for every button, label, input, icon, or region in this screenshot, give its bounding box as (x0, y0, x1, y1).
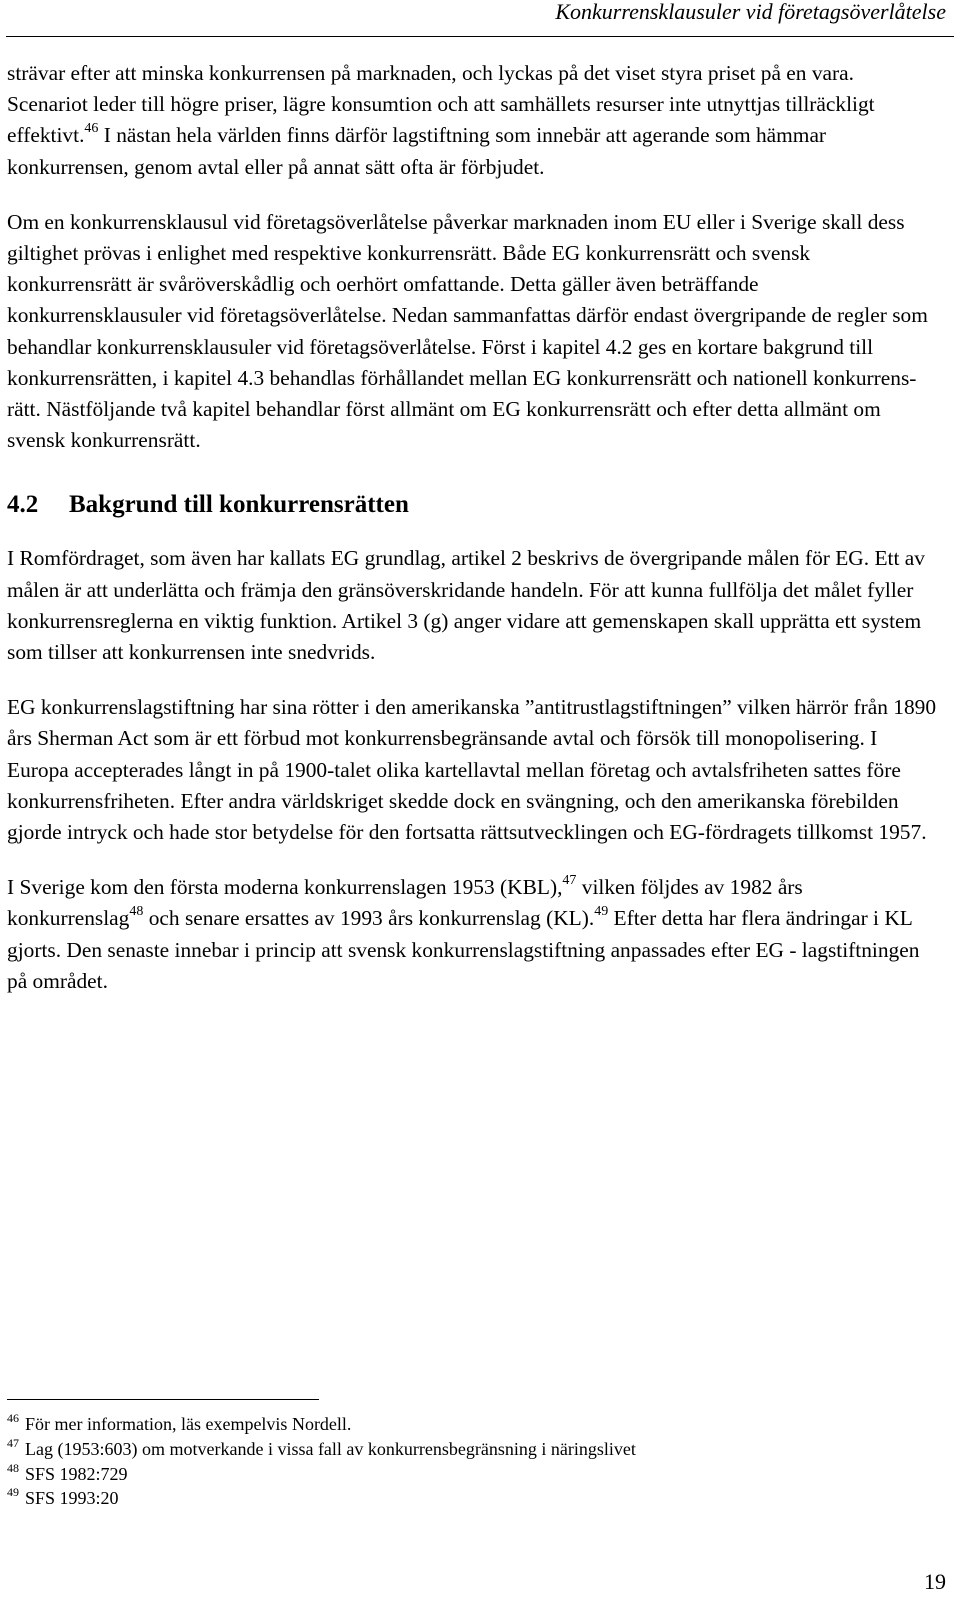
footnote-number: 48 (7, 1460, 19, 1475)
footnote-number: 46 (7, 1411, 19, 1425)
paragraph-5 (7, 872, 937, 997)
paragraph-4: EG konkurrenslagstiftning har sina rötter i den amerikanska ”antitrustlagstiftningen” vilken härrör från 1890 års Sherman Act som är ett förbud mot konkurrensbegränsande avtal och försök till monopolisering. I Europa accepterades långt in på 1900-talet olika kartellavtal mellan företag och avtalsfriheten sattes före konkurrensfriheten. Efter andra världskriget skedde dock en svängning, och den amerikanska förebilden gjorde intryck och hade stor betydelse för den fortsatta rättsutvecklingen och EG-fördragets tillkomst 1957. (7, 695, 937, 845)
footnote (7, 1437, 927, 1462)
paragraph-text: I Sverige kom den första moderna konkurrenslagen 1953 (KBL), (7, 875, 563, 900)
paragraph-2: Om en konkurrensklausul vid företagsöverlåtelse påverkar marknaden inom EU eller i Sverige skall dess giltighet prövas i enlighet med respektive konkurrensrätt. Både EG konkurrensrätt och svensk konkurrensrätt är svåröverskådlig och oerhört omfattande. Detta gäller även beträffande konkurrensklausuler vid företagsöverlåtelse. Nedan sammanfattas därför endast övergripande de regler som behandlar konkurrensklausuler vid företagsöverlåtelse. Först i kapitel 4.2 ges en kortare bakgrund till konkurrensrätten, i kapitel 4.3 behandlas förhållandet mellan EG konkurrensrätt och nationell konkurrens-rätt. Nästföljande två kapitel behandlar först allmänt om EG konkurrensrätt och efter detta allmänt om svensk konkurrensrätt. (7, 209, 928, 453)
paragraph-3: I Romfördraget, som även har kallats EG grundlag, artikel 2 beskrivs de övergripande målen för EG. Ett av målen är att underlätta och främja den gränsöverskridande handeln. För att kunna fullfölja det målet fyller konkurrensreglerna en viktig funktion. Artikel 3 (g) anger vidare att gemenskapen skall upprätta ett system som tillser att konkurrensen inte snedvrids. (7, 546, 925, 665)
footnote-text: Lag (1953:603) om motverkande i vissa fall av konkurrensbegränsning i näringslivet (25, 1438, 636, 1459)
body-text (7, 58, 937, 997)
footnote (7, 1412, 927, 1437)
section-number: 4.2 (7, 491, 39, 519)
footnote-number: 49 (7, 1485, 19, 1500)
footnote-separator (7, 1399, 319, 1400)
paragraph-text: strävar efter att minska konkurrensen på marknaden, och lyckas på det viset styra priset på en vara. Scenariot leder till högre priser, lägre konsumtion och att samhällets resurser inte utnyttjas tillräckligt effektivt. (7, 61, 875, 148)
section-title: Bakgrund till konkurrensrätten (69, 491, 409, 519)
header-rule (6, 36, 954, 37)
footnote-ref-46[interactable]: 46 (84, 121, 99, 137)
page-number: 19 (924, 1569, 946, 1594)
paragraph-1 (7, 58, 937, 183)
footnote-text: SFS 1982:729 (25, 1463, 128, 1484)
footnotes (7, 1412, 927, 1511)
footnote-ref-47[interactable]: 47 (562, 873, 577, 889)
footnote-ref-48[interactable]: 48 (129, 904, 144, 920)
footnote-number: 47 (7, 1435, 19, 1450)
paragraph-text: vilken följdes av 1982 års konkurrenslag (7, 875, 803, 931)
footnote (7, 1486, 927, 1511)
footnote-ref-49[interactable]: 49 (594, 904, 609, 920)
paragraph-text: och senare ersattes av 1993 års konkurrenslag (KL). (143, 906, 595, 931)
footnote-text: SFS 1993:20 (25, 1488, 119, 1509)
paragraph-text: I nästan hela världen finns därför lagstiftning som innebär att agerande som hämmar konkurrensen, genom avtal eller på annat sätt ofta är förbjudet. (7, 123, 827, 179)
footnote (7, 1462, 927, 1487)
running-header: Konkurrensklausuler vid företagsöverlåtelse (555, 0, 946, 24)
section-heading (7, 489, 937, 521)
paragraph-text: Efter detta har flera ändringar i KL gjorts. Den senaste innebar i princip att svensk konkurrenslagstiftning anpassades efter EG - lagstiftningen på området. (7, 906, 920, 993)
footnote-text: För mer information, läs exempelvis Nordell. (25, 1414, 352, 1434)
